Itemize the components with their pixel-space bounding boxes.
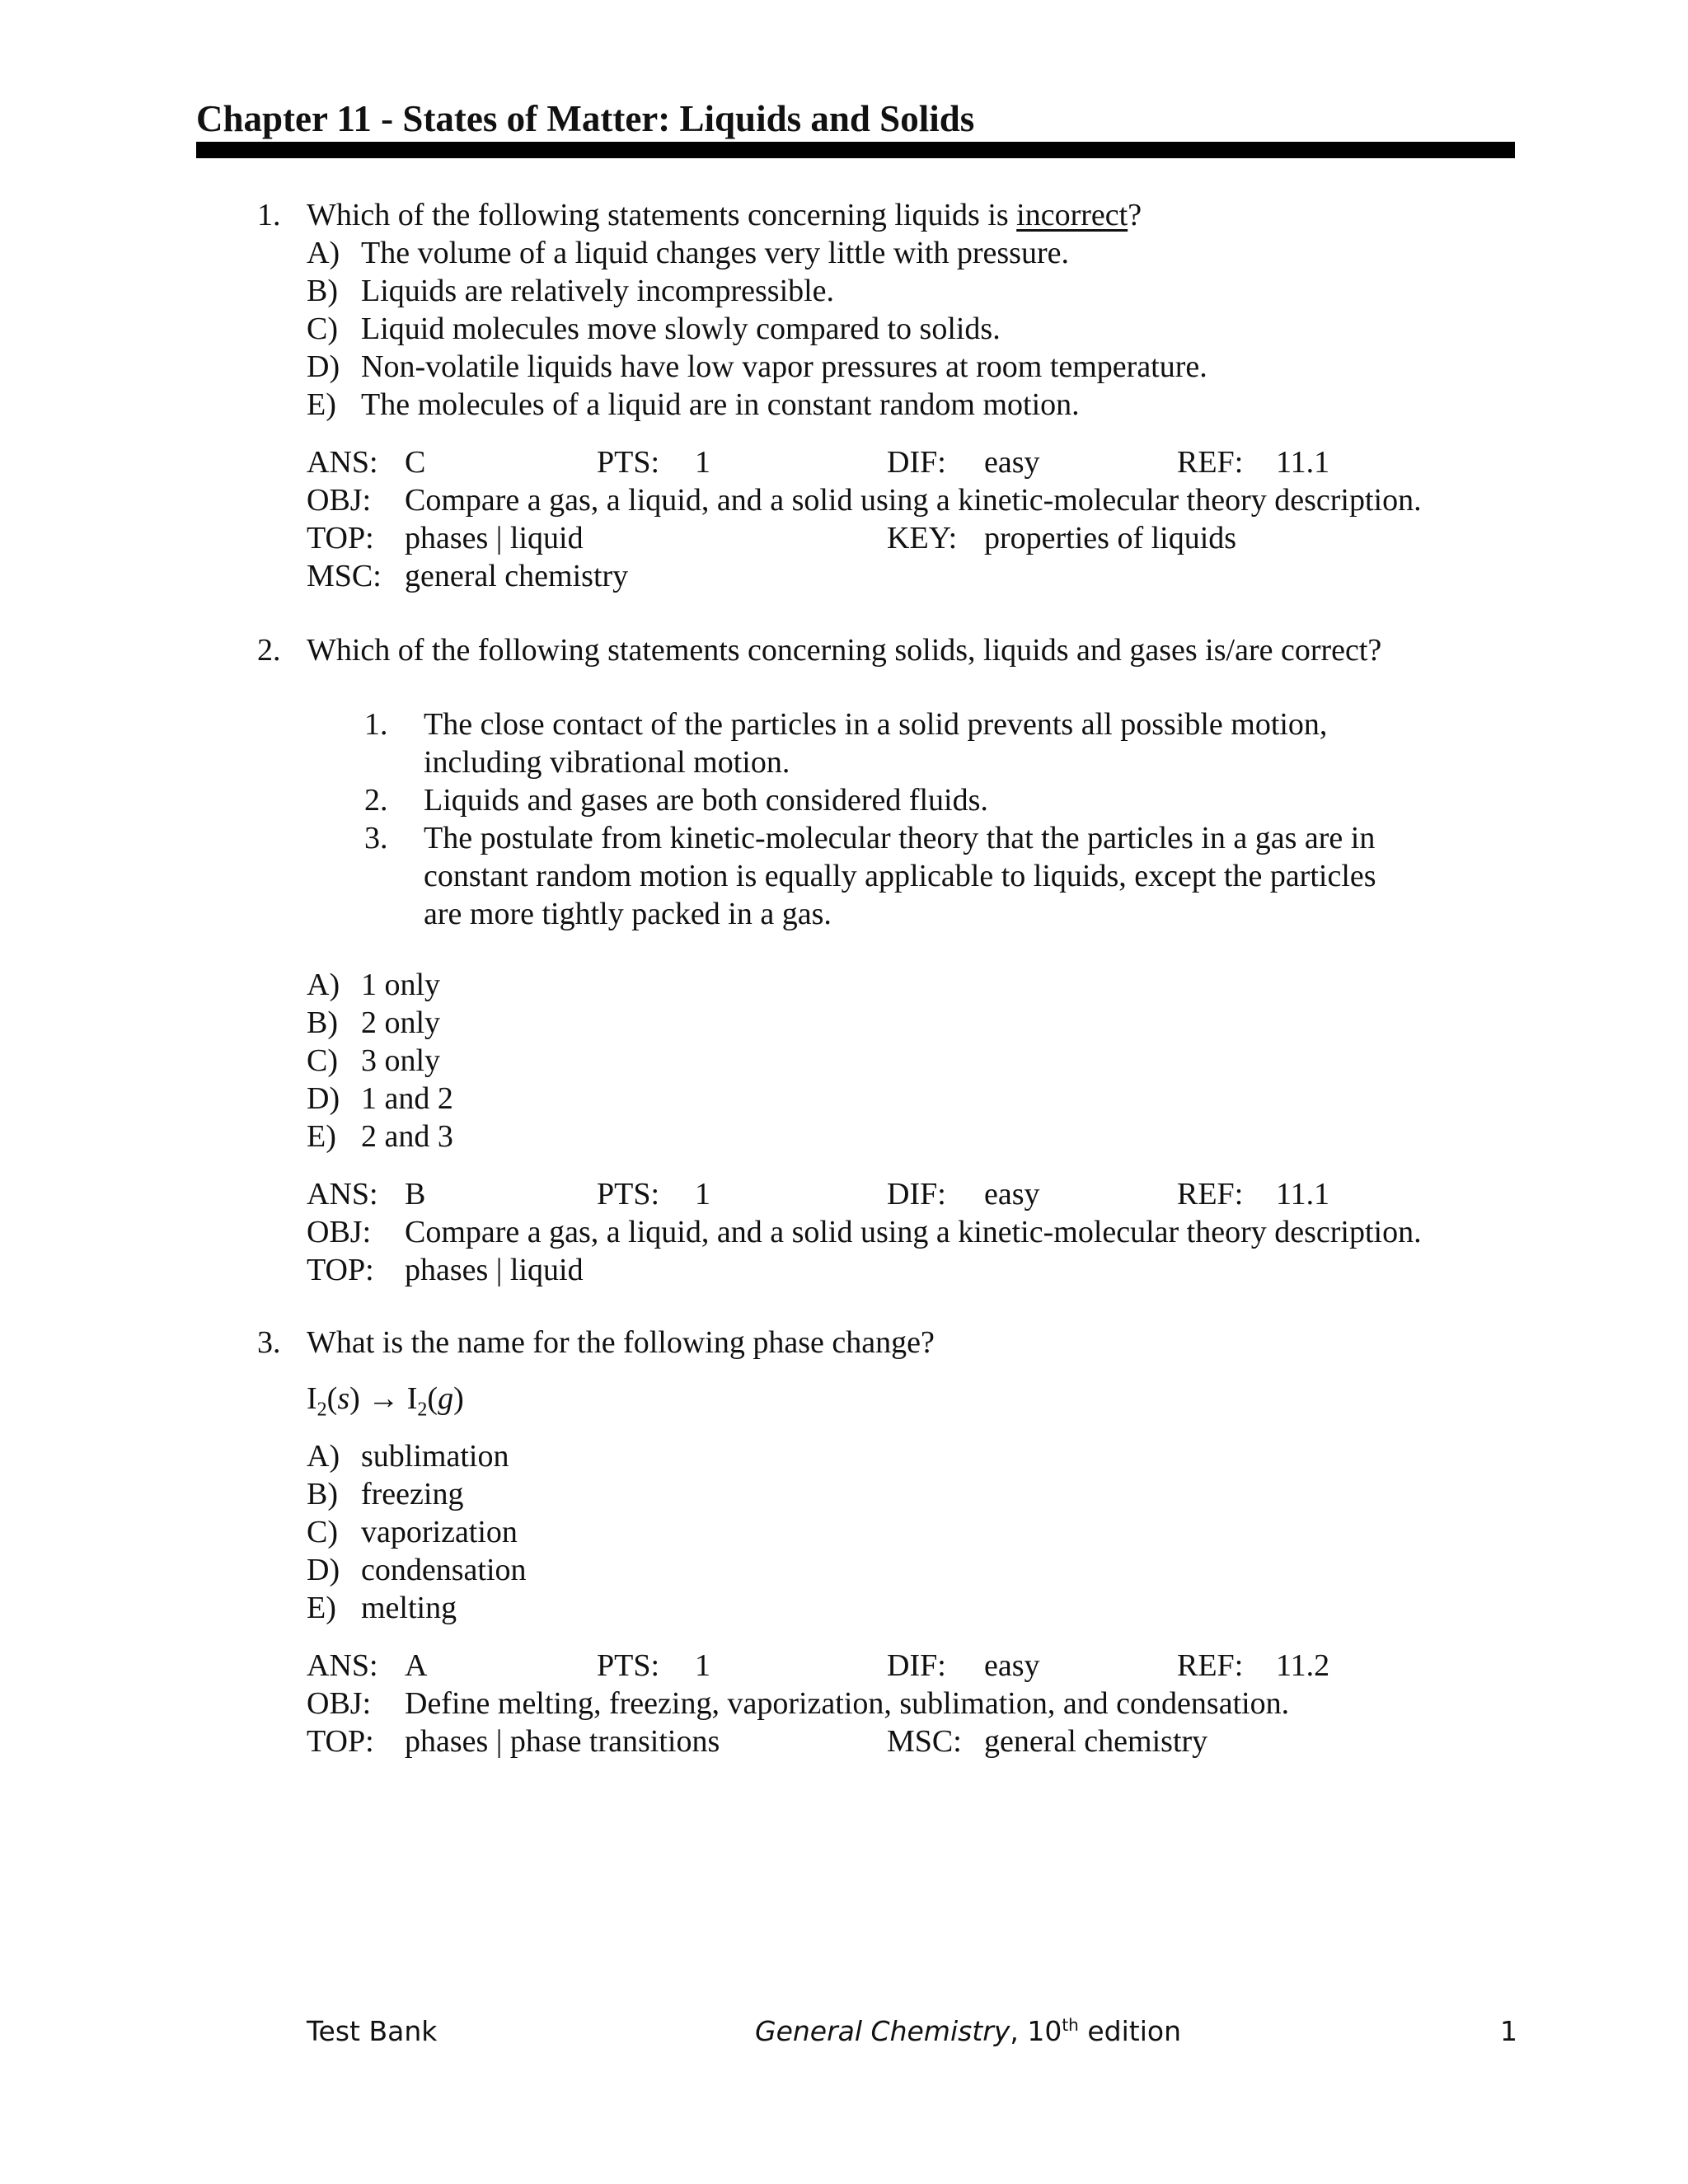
dif-label: DIF: bbox=[887, 1177, 946, 1212]
top-value: phases | liquid bbox=[405, 521, 584, 555]
option-letter: C) bbox=[307, 1043, 338, 1078]
option-letter: D) bbox=[307, 1553, 340, 1587]
question-stem: Which of the following statements concerning solids, liquids and gases is/are correct? bbox=[307, 633, 1382, 668]
stem-underlined-word: incorrect bbox=[1016, 198, 1128, 232]
option-text: The molecules of a liquid are in constant random motion. bbox=[361, 387, 1080, 422]
msc-label: MSC: bbox=[307, 559, 382, 593]
statement-line: The postulate from kinetic-molecular theory that the particles in a gas are in bbox=[424, 821, 1376, 855]
option-text: 2 and 3 bbox=[361, 1119, 453, 1154]
option-letter: B) bbox=[307, 1005, 338, 1040]
footer-center: General Chemistry, 10th edition bbox=[755, 2015, 1181, 2047]
option-letter: A) bbox=[307, 236, 340, 270]
option-text: freezing bbox=[361, 1477, 464, 1511]
option-letter: A) bbox=[307, 1439, 340, 1474]
msc-label: MSC: bbox=[887, 1724, 962, 1759]
option-text: Liquids are relatively incompressible. bbox=[361, 274, 835, 308]
question-number: 3. bbox=[257, 1325, 281, 1360]
ref-value: 11.1 bbox=[1276, 1177, 1330, 1212]
ans-value: C bbox=[405, 445, 426, 480]
pts-value: 1 bbox=[695, 445, 710, 480]
obj-label: OBJ: bbox=[307, 483, 372, 518]
obj-value: Compare a gas, a liquid, and a solid using a kinetic-molecular theory description. bbox=[405, 483, 1422, 518]
option-text: Non-volatile liquids have low vapor pressures at room temperature. bbox=[361, 349, 1207, 384]
question-number: 1. bbox=[257, 198, 281, 232]
statement-number: 3. bbox=[364, 821, 388, 855]
option-letter: B) bbox=[307, 274, 338, 308]
footer-left: Test Bank bbox=[307, 2015, 438, 2047]
option-letter: D) bbox=[307, 349, 340, 384]
key-value: properties of liquids bbox=[984, 521, 1237, 555]
question-stem bbox=[307, 196, 1142, 234]
reaction-arrow: → bbox=[359, 1381, 407, 1416]
page-number: 1 bbox=[1500, 2015, 1517, 2047]
msc-value: general chemistry bbox=[405, 559, 629, 593]
top-label: TOP: bbox=[307, 1253, 374, 1287]
statement-line: are more tightly packed in a gas. bbox=[424, 897, 832, 931]
page-title: Chapter 11 - States of Matter: Liquids and Solids bbox=[196, 98, 975, 139]
obj-label: OBJ: bbox=[307, 1215, 372, 1249]
pts-label: PTS: bbox=[597, 445, 660, 480]
option-letter: E) bbox=[307, 1591, 336, 1625]
option-letter: D) bbox=[307, 1081, 340, 1116]
statement-number: 2. bbox=[364, 783, 388, 818]
statement-line: Liquids and gases are both considered fluids. bbox=[424, 783, 988, 818]
top-value: phases | phase transitions bbox=[405, 1724, 720, 1759]
option-text: Liquid molecules move slowly compared to solids. bbox=[361, 312, 1001, 346]
ans-label: ANS: bbox=[307, 1177, 378, 1212]
ref-label: REF: bbox=[1177, 445, 1244, 480]
option-text: vaporization bbox=[361, 1515, 518, 1549]
stem-text-end: ? bbox=[1128, 198, 1142, 232]
obj-label: OBJ: bbox=[307, 1686, 372, 1721]
key-label: KEY: bbox=[887, 521, 958, 555]
option-letter: C) bbox=[307, 312, 338, 346]
option-text: 3 only bbox=[361, 1043, 441, 1078]
option-text: The volume of a liquid changes very little with pressure. bbox=[361, 236, 1069, 270]
ans-value: A bbox=[405, 1648, 428, 1683]
option-letter: E) bbox=[307, 1119, 336, 1154]
dif-value: easy bbox=[984, 1177, 1040, 1212]
pts-value: 1 bbox=[695, 1648, 710, 1683]
option-letter: E) bbox=[307, 387, 336, 422]
ans-label: ANS: bbox=[307, 1648, 378, 1683]
dif-label: DIF: bbox=[887, 1648, 946, 1683]
dif-value: easy bbox=[984, 1648, 1040, 1683]
ans-value: B bbox=[405, 1177, 426, 1212]
option-text: 1 and 2 bbox=[361, 1081, 453, 1116]
option-text: 1 only bbox=[361, 968, 441, 1002]
book-title: General Chemistry bbox=[755, 2015, 1010, 2047]
statement-line: constant random motion is equally applicable to liquids, except the particles bbox=[424, 859, 1376, 893]
question-number: 2. bbox=[257, 633, 281, 668]
dif-label: DIF: bbox=[887, 445, 946, 480]
option-text: condensation bbox=[361, 1553, 527, 1587]
statement-line: including vibrational motion. bbox=[424, 745, 790, 780]
statement-line: The close contact of the particles in a solid prevents all possible motion, bbox=[424, 707, 1328, 742]
option-letter: B) bbox=[307, 1477, 338, 1511]
option-letter: A) bbox=[307, 968, 340, 1002]
option-letter: C) bbox=[307, 1515, 338, 1549]
ref-label: REF: bbox=[1177, 1177, 1244, 1212]
pts-label: PTS: bbox=[597, 1177, 660, 1212]
msc-value: general chemistry bbox=[984, 1724, 1208, 1759]
pts-value: 1 bbox=[695, 1177, 710, 1212]
dif-value: easy bbox=[984, 445, 1040, 480]
option-text: sublimation bbox=[361, 1439, 509, 1474]
ref-value: 11.1 bbox=[1276, 445, 1330, 480]
ans-label: ANS: bbox=[307, 445, 378, 480]
top-label: TOP: bbox=[307, 1724, 374, 1759]
ref-value: 11.2 bbox=[1276, 1648, 1330, 1683]
ref-label: REF: bbox=[1177, 1648, 1244, 1683]
option-text: melting bbox=[361, 1591, 457, 1625]
pts-label: PTS: bbox=[597, 1648, 660, 1683]
option-text: 2 only bbox=[361, 1005, 441, 1040]
obj-value: Define melting, freezing, vaporization, sublimation, and condensation. bbox=[405, 1686, 1290, 1721]
stem-text: Which of the following statements concerning liquids is bbox=[307, 198, 1017, 232]
obj-value: Compare a gas, a liquid, and a solid using a kinetic-molecular theory description. bbox=[405, 1215, 1422, 1249]
top-value: phases | liquid bbox=[405, 1253, 584, 1287]
chemical-equation: $I_2(s) \to I_2(g)$ bbox=[307, 1381, 464, 1421]
question-stem: What is the name for the following phase change? bbox=[307, 1325, 935, 1360]
statement-number: 1. bbox=[364, 707, 388, 742]
title-rule bbox=[196, 142, 1515, 158]
top-label: TOP: bbox=[307, 521, 374, 555]
